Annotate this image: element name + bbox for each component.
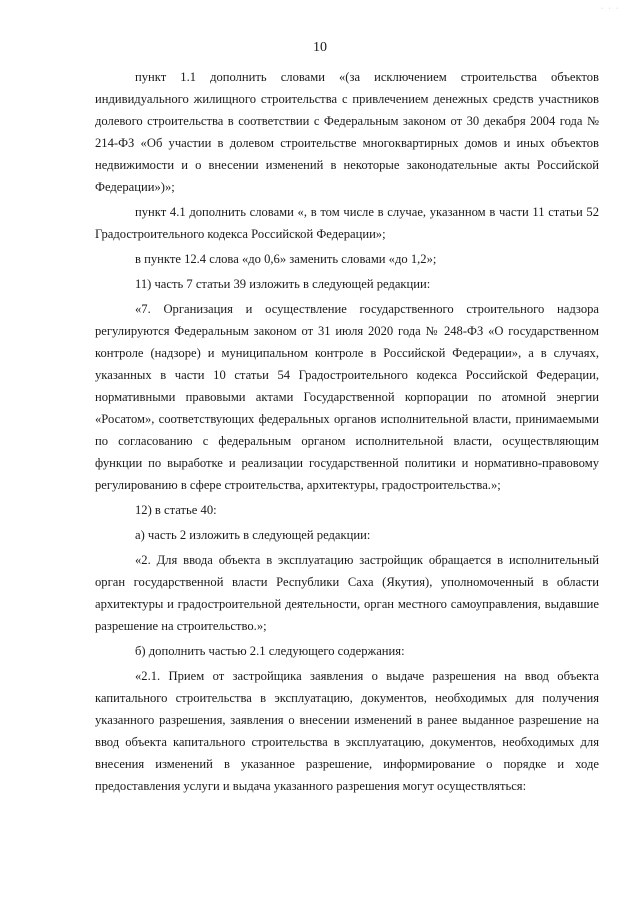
paragraph-5: «7. Организация и осуществление государственного строительного надзора регулируются Федеральным законом от 31 июля 2020 года № 248-ФЗ «О государственном контроле (надзоре) и муниципальном контроле в Российской Федерации», а в случаях, указанных в части 10 статьи 54 Градостроительного кодекса Российской Федерации, нормативными правовыми актами Государственной корпорации по атомной энергии «Росатом», соответствующих федеральных органов исполнительной власти, принимаемыми по согласованию с федеральным органом исполнительной власти, осуществляющим функции по выработке и реализации государственной политики и нормативно-правовому регулированию в сфере строительства, архитектуры, градостроительства.»; — [95, 302, 599, 492]
corner-mark: · · · — [601, 6, 620, 12]
paragraph-4: 11) часть 7 статьи 39 изложить в следующей редакции: — [135, 277, 431, 291]
page-number: 10 — [313, 40, 327, 55]
document-body — [95, 66, 599, 800]
paragraph-9: б) дополнить частью 2.1 следующего содержания: — [135, 644, 405, 658]
paragraph-6: 12) в статье 40: — [135, 503, 217, 517]
paragraph-3: в пункте 12.4 слова «до 0,6» заменить словами «до 1,2»; — [135, 252, 437, 266]
paragraph-2: пункт 4.1 дополнить словами «, в том числе в случае, указанном в части 11 статьи 52 Градостроительного кодекса Российской Федерации»; — [95, 205, 599, 241]
paragraph-7: а) часть 2 изложить в следующей редакции: — [135, 528, 371, 542]
paragraph-1: пункт 1.1 дополнить словами «(за исключением строительства объектов индивидуального жилищного строительства с привлечением денежных средств участников долевого строительства в соответствии с Федеральным законом от 30 декабря 2004 года № 214-ФЗ «Об участии в долевом строительстве многоквартирных домов и иных объектов недвижимости и о внесении изменений в некоторые законодательные акты Российской Федерации»)»; — [95, 70, 599, 194]
paragraph-8: «2. Для ввода объекта в эксплуатацию застройщик обращается в исполнительный орган государственной власти Республики Саха (Якутия), уполномоченный в области архитектуры и градостроительной деятельности, орган местного самоуправления, выдавшие разрешение на строительство.»; — [95, 553, 599, 633]
paragraph-10: «2.1. Прием от застройщика заявления о выдаче разрешения на ввод объекта капитального строительства в эксплуатацию, документов, необходимых для получения указанного разрешения, заявления о внесении изменений в ранее выданное разрешение на ввод объекта капитального строительства в эксплуатацию, документов, необходимых для внесения изменений в указанное разрешение, информирование о порядке и ходе предоставления услуги и выдача указанного разрешения могут осуществляться: — [95, 669, 599, 793]
